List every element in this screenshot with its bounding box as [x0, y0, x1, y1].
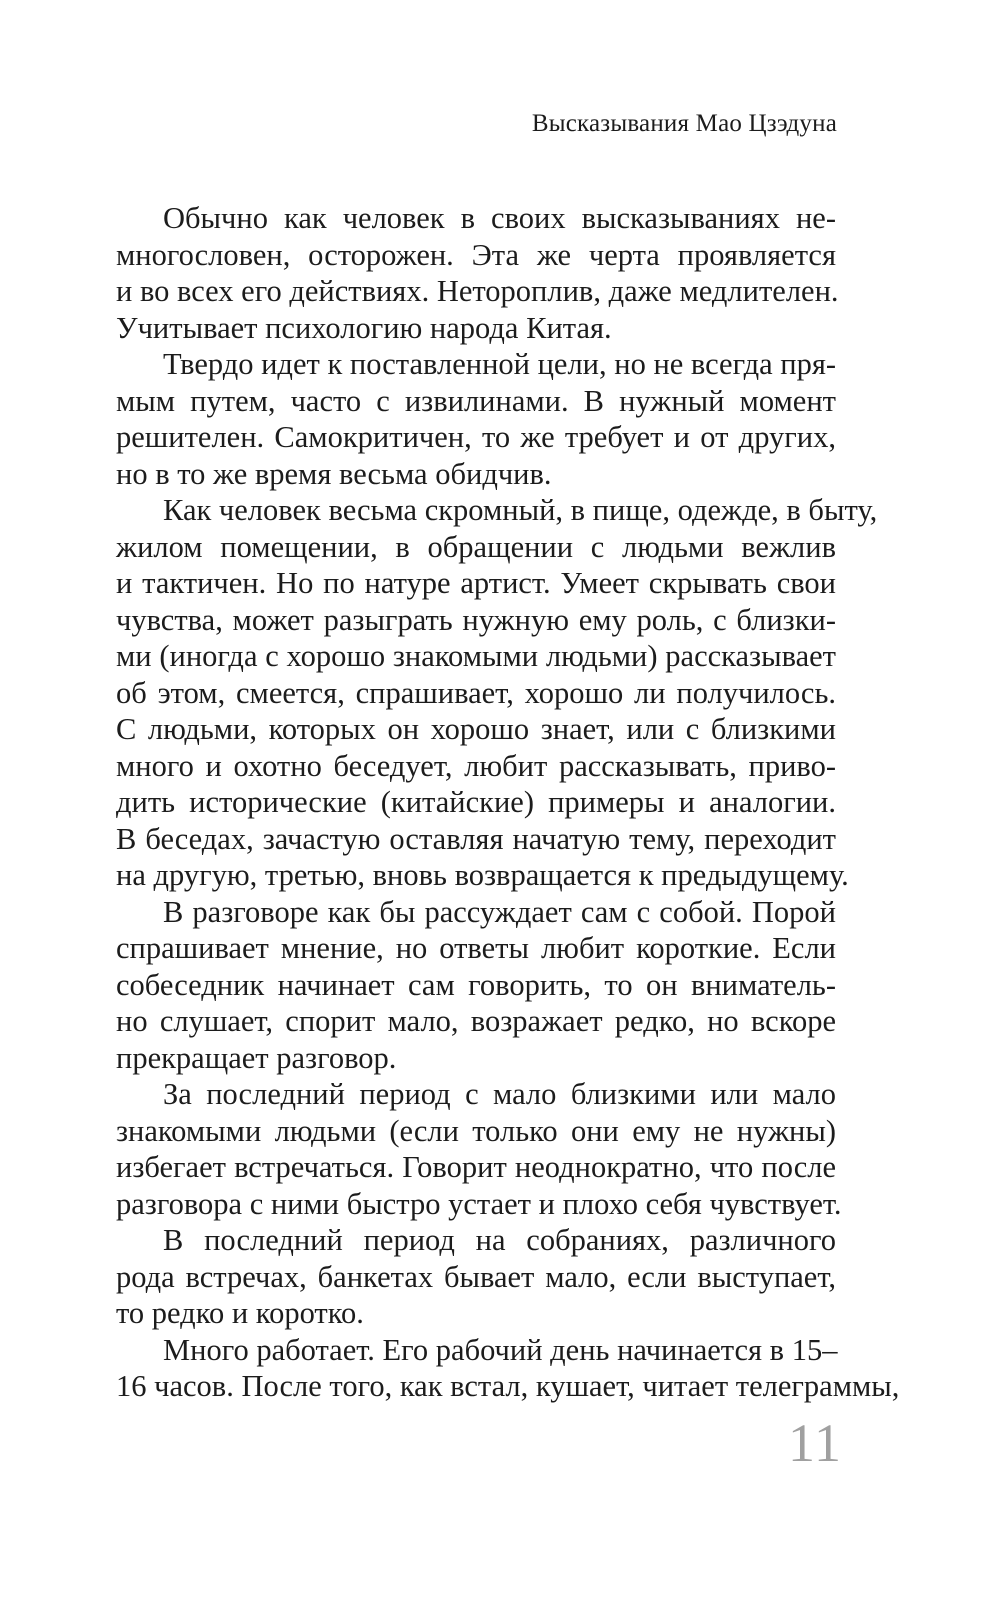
text-line: то редко и коротко.: [116, 1296, 364, 1330]
text-line: на другую, третью, вновь возвращается к предыдущему.: [116, 858, 849, 892]
text-line: но в то же время весьма обидчив.: [116, 456, 552, 491]
text-line: жилом помещении, в обращении с людьми вежлив: [116, 529, 836, 564]
text-line: избегает встречаться. Говорит неоднократно, что после: [116, 1150, 836, 1184]
text-line: чувства, может разыграть нужную ему роль, с близки-: [116, 602, 836, 637]
text-line: многословен, осторожен. Эта же черта проявляется: [116, 237, 836, 272]
body-text: [116, 200, 900, 1405]
text-line: Много работает. Его рабочий день начинается в 15–: [163, 1332, 838, 1367]
text-line: об этом, смеется, спрашивает, хорошо ли получилось.: [116, 675, 836, 710]
text-line: и во всех его действиях. Нетороплив, даже медлителен.: [116, 274, 839, 308]
text-line: ми (иногда с хорошо знакомыми людьми) рассказывает: [116, 639, 836, 673]
text-line: собеседник начинает сам говорить, то он вниматель-: [116, 967, 836, 1002]
text-line: В беседах, зачастую оставляя начатую тему, переходит: [116, 821, 836, 856]
text-line: мым путем, часто с извилинами. В нужный момент: [116, 383, 836, 418]
text-line: разговора с ними быстро устает и плохо себя чувствует.: [116, 1186, 842, 1221]
text-line: С людьми, которых он хорошо знает, или с близкими: [116, 712, 836, 746]
text-line: В разговоре как бы рассуждает сам с собой. Порой: [163, 894, 836, 929]
text-line: Как человек весьма скромный, в пище, одежде, в быту,: [163, 493, 878, 527]
text-line: Твердо идет к поставленной цели, но не всегда пря-: [163, 347, 837, 381]
text-line: спрашивает мнение, но ответы любит короткие. Если: [116, 931, 836, 965]
text-line: рода встречах, банкетах бывает мало, если выступает,: [116, 1259, 836, 1294]
text-line: В последний период на собраниях, различного: [163, 1223, 836, 1257]
text-line: дить исторические (китайские) примеры и аналогии.: [116, 785, 836, 819]
text-line: Обычно как человек в своих высказываниях не-: [163, 201, 836, 235]
text-line: прекращает разговор.: [116, 1040, 397, 1075]
text-line: знакомыми людьми (если только они ему не нужны): [116, 1113, 836, 1148]
text-line: За последний период с мало близкими или мало: [163, 1077, 836, 1111]
text-line: и тактичен. Но по натуре артист. Умеет скрывать свои: [116, 566, 836, 600]
running-header: Высказывания Мао Цзэдуна: [531, 110, 837, 137]
text-line: Учитывает психологию народа Китая.: [116, 310, 612, 345]
text-line: 16 часов. После того, как встал, кушает, читает телеграммы,: [116, 1369, 900, 1403]
text-line: решителен. Самокритичен, то же требует и от других,: [116, 420, 836, 454]
page-number: 11: [788, 1413, 842, 1473]
text-line: много и охотно беседует, любит рассказывать, приво-: [116, 748, 836, 783]
text-line: но слушает, спорит мало, возражает редко, но вскоре: [116, 1004, 836, 1038]
